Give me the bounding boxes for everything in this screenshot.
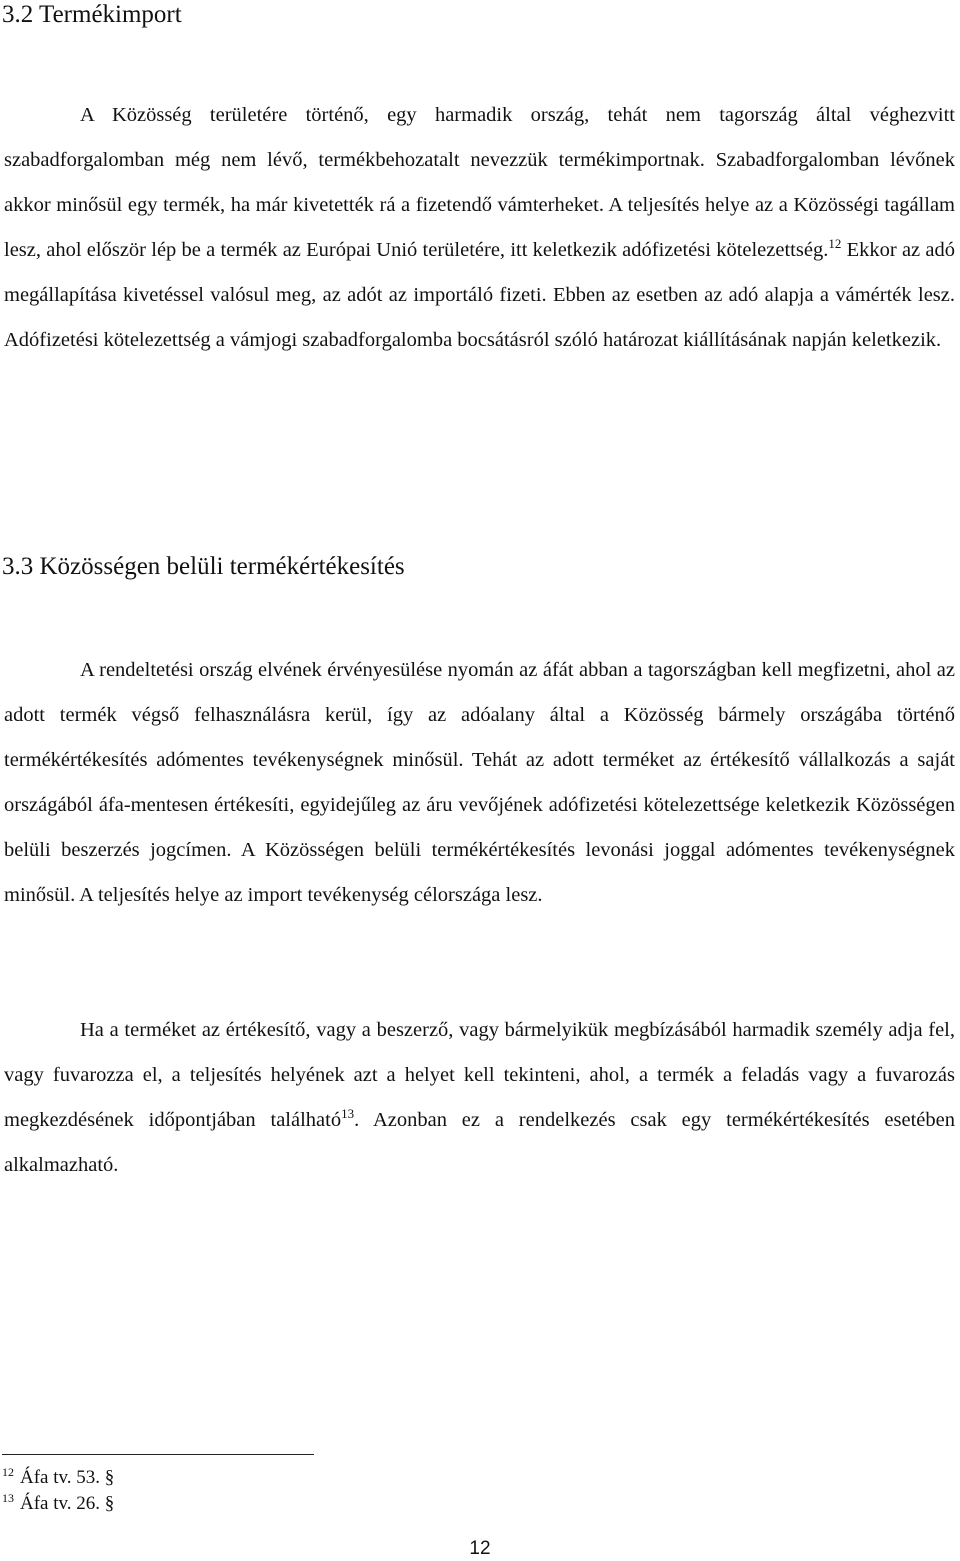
footnote-text: Áfa tv. 53. § xyxy=(20,1467,115,1488)
paragraph-text: Ekkor az adó megállapítása kivetéssel valósul meg, az adót az importáló fizeti. Ebben az esetben az adó alapja a vámérték lesz. Adófizetési kötelezettség a vámjogi szabadforgalomba bocsátásról szóló határozat kiállításának napján keletkezik. xyxy=(4,239,955,351)
section-heading-3-3: 3.3 Közösségen belüli termékértékesítés xyxy=(2,553,405,580)
footnote-number: 12 xyxy=(2,1465,14,1479)
footnote-reference-12[interactable]: 12 xyxy=(828,236,842,251)
paragraph-termekimport xyxy=(4,93,955,363)
paragraph-teljesites-helye xyxy=(4,1008,955,1188)
footnote-number: 13 xyxy=(2,1491,14,1505)
footnote-13 xyxy=(2,1492,114,1516)
footnote-text: Áfa tv. 26. § xyxy=(20,1493,115,1514)
section-heading-3-2: 3.2 Termékimport xyxy=(2,1,182,28)
footnote-separator xyxy=(2,1454,314,1455)
paragraph-text: Ha a terméket az értékesítő, vagy a beszerző, vagy bármelyikük megbízásából harmadik személy adja fel, vagy fuvarozza el, a teljesítés helyének azt a helyet kell tekinteni, ahol, a termék a feladás vagy a fuvarozás megkezdésének időpontjában található xyxy=(4,1019,955,1131)
page-number: 12 xyxy=(469,1538,491,1559)
footnote-reference-13[interactable]: 13 xyxy=(341,1106,355,1121)
paragraph-text: A rendeltetési ország elvének érvényesülése nyomán az áfát abban a tagországban kell megfizetni, ahol az adott termék végső felhasználásra kerül, így az adóalany által a Közösség bármely országába történő termékértékesítés adómentes tevékenységnek minősül. Tehát az adott terméket az értékesítő vállalkozás a saját országából áfa-mentesen értékesíti, egyidejűleg az áru vevőjének adófizetési kötelezettsége keletkezik Közösségen belüli beszerzés jogcímen. A Közösségen belüli termékértékesítés levonási joggal adómentes tevékenységnek minősül. A teljesítés helye az import tevékenység célországa lesz. xyxy=(4,659,955,906)
footnote-12 xyxy=(2,1466,114,1490)
paragraph-text: A Közösség területére történő, egy harmadik ország, tehát nem tagország által véghezvitt szabadforgalomban még nem lévő, termékbehozatalt nevezzük termékimportnak. Szabadforgalomban lévőnek akkor minősül egy termék, ha már kivetették rá a fizetendő vámterheket. A teljesítés helye az a Közösségi tagállam lesz, ahol először lép be a termék az Európai Unió területére, itt keletkezik adófizetési kötelezettség. xyxy=(4,104,955,261)
paragraph-text: . Azonban ez a rendelkezés csak egy termékértékesítés esetében alkalmazható. xyxy=(4,1109,955,1176)
paragraph-rendeltetesi-orszag xyxy=(4,648,955,918)
